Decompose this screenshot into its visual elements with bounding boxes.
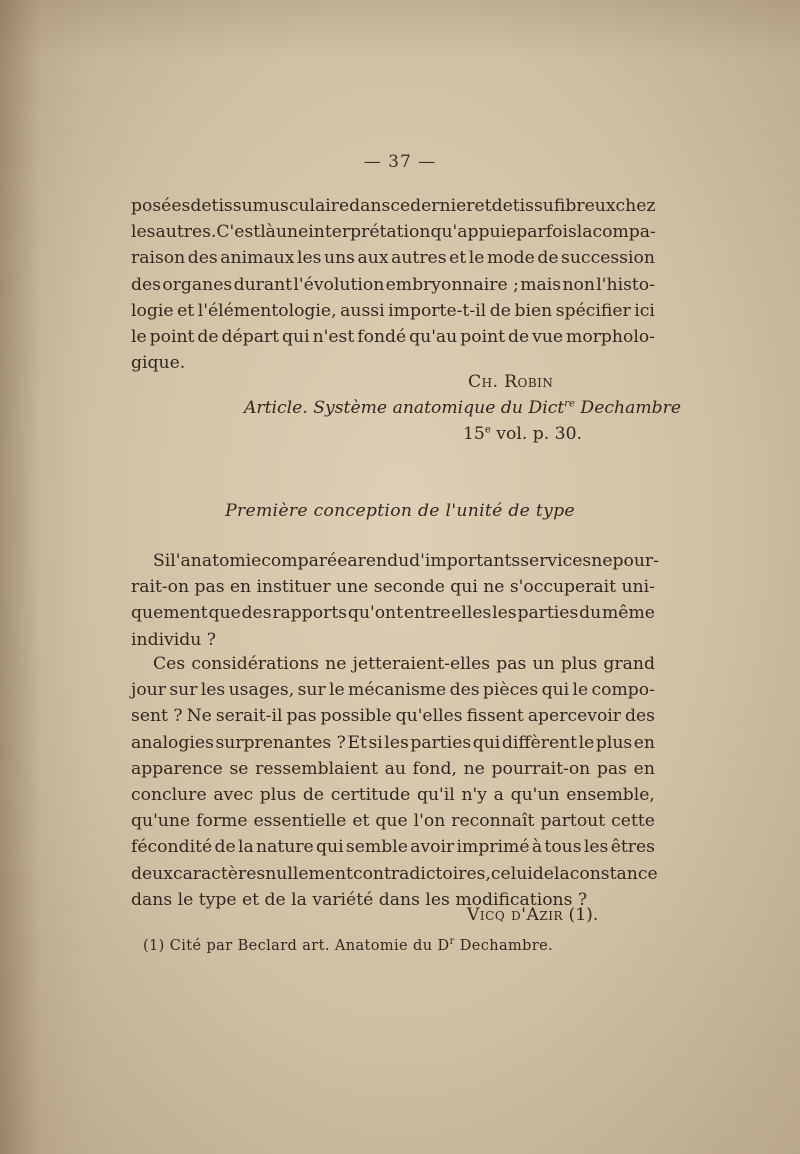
word: le: [131, 327, 147, 348]
volume-rest: vol. p. 30.: [496, 424, 583, 444]
word: point: [149, 327, 195, 348]
word: parties: [410, 732, 472, 753]
word: plus: [259, 785, 297, 806]
footnote-ref: (1).: [568, 905, 599, 925]
citation-author: [468, 372, 553, 392]
word: elles: [451, 603, 492, 624]
word: analogies: [131, 732, 214, 753]
footnote-sup: r: [449, 936, 455, 948]
word: et: [474, 196, 492, 216]
paragraph-last-line: gique.: [131, 353, 186, 374]
word: celui: [490, 863, 533, 884]
word: qui: [282, 327, 310, 348]
word: en: [633, 732, 655, 753]
word: qui: [316, 837, 344, 858]
paragraph-1: [131, 193, 655, 376]
word: tissu: [512, 196, 554, 216]
word: services: [520, 551, 592, 571]
word: uni-: [621, 577, 655, 598]
word: rendu: [357, 551, 410, 571]
word: s'occuperait: [509, 577, 617, 598]
word: sur: [169, 680, 198, 701]
word: Ces: [153, 654, 186, 674]
paragraph-line: [131, 861, 658, 887]
word: n'y: [461, 785, 487, 806]
word: et: [177, 300, 195, 321]
word: possible: [320, 706, 392, 727]
word: que: [375, 811, 408, 832]
word: tous: [544, 837, 582, 858]
word: caractères: [172, 863, 266, 884]
paragraph-2: [131, 548, 659, 653]
paragraph-line: [131, 245, 655, 271]
word: du: [579, 603, 602, 624]
page-number: — 37 —: [363, 152, 437, 172]
word: pas: [596, 758, 627, 779]
paragraph-line: [131, 703, 655, 729]
word: Ne: [186, 706, 212, 727]
paragraph-line: [131, 756, 655, 782]
paragraph-line: [131, 600, 655, 626]
word: départ: [221, 327, 280, 348]
author-name: Vicq d'Azir: [467, 905, 564, 925]
word: et: [352, 811, 370, 832]
word: ne: [591, 551, 613, 571]
word: forme: [196, 811, 248, 832]
word: ne: [463, 758, 485, 779]
word: conclure: [131, 785, 207, 806]
word: durant: [233, 274, 293, 295]
word: imprimé: [456, 837, 530, 858]
word: la: [553, 863, 570, 884]
word: la: [237, 837, 254, 858]
word: organes: [162, 274, 233, 295]
word: comparée: [261, 551, 348, 571]
word: contradictoires,: [352, 863, 491, 884]
word: considérations: [191, 654, 319, 674]
paragraph-line: [131, 324, 655, 350]
word: a: [347, 551, 358, 571]
word: l'élémentologie,: [197, 300, 337, 321]
word: des: [131, 274, 161, 295]
word: musculaire: [252, 196, 350, 216]
word: bien: [514, 300, 553, 321]
word: là: [260, 222, 276, 243]
word: de: [489, 300, 511, 321]
word: nullement: [265, 863, 353, 884]
word: surprenantes ?: [215, 732, 346, 753]
word: pas: [194, 577, 225, 598]
word: de: [537, 248, 559, 269]
word: l'histo-: [596, 274, 655, 295]
footnote: [143, 938, 553, 954]
word: de: [532, 863, 554, 884]
word: de: [302, 785, 325, 806]
word: grand: [603, 654, 655, 674]
word: ce: [390, 196, 411, 216]
section-heading: Première conception de l'unité de type: [225, 501, 575, 521]
word: fondé: [357, 327, 407, 348]
word: aussi: [340, 300, 385, 321]
word: si: [368, 732, 383, 753]
word: pour-: [612, 551, 659, 571]
word: nature: [256, 837, 314, 858]
work-title: Article. Système anatomique du Dict: [244, 398, 565, 418]
word: pas: [286, 706, 317, 727]
word: se: [229, 758, 249, 779]
word: constance: [569, 863, 658, 884]
word: plus: [595, 732, 633, 753]
word: diffèrent: [501, 732, 578, 753]
word: morpholo-: [566, 327, 655, 348]
word: succession: [561, 248, 655, 269]
word: instituer: [256, 577, 331, 598]
word: fond,: [412, 758, 457, 779]
word: n'est: [312, 327, 355, 348]
citation-author-2: [467, 905, 598, 925]
word: mécanisme: [348, 680, 447, 701]
paragraph-line: [131, 298, 655, 324]
word: avec: [213, 785, 254, 806]
volume-sup: e: [484, 424, 491, 436]
work-title-end: Dechambre: [580, 398, 682, 418]
word: sent ?: [131, 706, 183, 727]
word: pourrait-on: [491, 758, 591, 779]
word: jetteraient-elles: [352, 654, 491, 674]
paragraph-line: [131, 651, 655, 677]
word: ressemblaient: [255, 758, 378, 779]
word: importe-t-il: [388, 300, 487, 321]
word: plus: [560, 654, 598, 674]
author-name: Robin: [504, 372, 554, 392]
word: l'on: [413, 811, 446, 832]
paragraph-line: [131, 548, 659, 574]
word: que: [208, 603, 241, 624]
word: serait-il: [215, 706, 283, 727]
word: jour: [131, 680, 166, 701]
word: des: [187, 248, 218, 269]
word: quement: [131, 603, 208, 624]
word: usages,: [228, 680, 295, 701]
word: une: [275, 222, 309, 243]
word: C'est: [216, 222, 261, 243]
word: Et: [347, 732, 367, 753]
word: les: [492, 603, 517, 624]
word: sur: [297, 680, 326, 701]
word: le: [468, 248, 485, 269]
word: la: [576, 222, 593, 243]
paragraph-last-line: dans le type et de la variété dans les modifications ?: [131, 889, 588, 910]
word: dans: [349, 196, 391, 216]
word: fissent: [466, 706, 524, 727]
word: les: [131, 222, 156, 243]
word: posées: [131, 196, 191, 216]
word: et: [449, 248, 467, 269]
word: le: [572, 680, 589, 701]
word: Si: [153, 551, 171, 571]
author-prefix: Ch.: [468, 372, 499, 392]
word: l'évolution: [293, 274, 385, 295]
word: en: [633, 758, 655, 779]
word: dernier: [410, 196, 475, 216]
paragraph-last-line: individu ?: [131, 629, 217, 650]
paragraph-line: [131, 834, 655, 860]
word: qui: [541, 680, 570, 701]
word: qu'appuie: [430, 222, 517, 243]
paragraph-line: [131, 219, 655, 245]
word: pièces: [482, 680, 539, 701]
word: ensemble,: [566, 785, 655, 806]
word: qu'il: [416, 785, 455, 806]
word: rait-on: [131, 577, 190, 598]
word: de: [214, 837, 236, 858]
word: le: [578, 732, 595, 753]
word: ne: [325, 654, 347, 674]
paragraph-line: [131, 677, 655, 703]
word: qu'un: [510, 785, 560, 806]
word: reconnaît: [451, 811, 535, 832]
word: partout: [540, 811, 606, 832]
word: des: [449, 680, 480, 701]
word: apparence: [131, 758, 223, 779]
word: autres.: [155, 222, 217, 243]
word: ne: [483, 577, 505, 598]
word: rapports: [272, 603, 348, 624]
volume-number: 15: [463, 424, 485, 444]
word: tissu: [211, 196, 253, 216]
footnote-text: (1) Cité par Beclard art. Anatomie du D: [143, 938, 450, 954]
word: un: [532, 654, 555, 674]
word: fécondité: [131, 837, 213, 858]
word: fibreux: [553, 196, 616, 216]
word: qu'ont: [347, 603, 404, 624]
word: uns: [324, 248, 355, 269]
word: compo-: [591, 680, 655, 701]
word: les: [296, 248, 322, 269]
word: de: [508, 327, 530, 348]
word: autres: [391, 248, 447, 269]
word: deux: [131, 863, 173, 884]
word: les: [583, 837, 609, 858]
word: pas: [496, 654, 527, 674]
paragraph-3: [131, 651, 658, 913]
word: raison: [131, 248, 186, 269]
word: de: [190, 196, 212, 216]
word: en: [229, 577, 252, 598]
word: mode: [486, 248, 535, 269]
paragraph-line: [131, 808, 655, 834]
word: d'importants: [409, 551, 521, 571]
paragraph-line: [131, 782, 655, 808]
word: de: [197, 327, 219, 348]
word: avoir: [410, 837, 455, 858]
word: chez: [615, 196, 656, 216]
word: des: [241, 603, 272, 624]
word: à: [531, 837, 543, 858]
word: mais: [520, 274, 562, 295]
word: au: [384, 758, 406, 779]
word: qu'elles: [395, 706, 463, 727]
word: logie: [131, 300, 174, 321]
word: de: [491, 196, 513, 216]
word: vue: [532, 327, 564, 348]
word: non: [562, 274, 595, 295]
word: entre: [403, 603, 451, 624]
word: qui: [450, 577, 478, 598]
word: qui: [472, 732, 501, 753]
word: point: [460, 327, 506, 348]
word: ici: [634, 300, 655, 321]
word: le: [329, 680, 345, 701]
word: seconde: [373, 577, 445, 598]
word: a: [493, 785, 504, 806]
word: même: [601, 603, 655, 624]
word: semble: [345, 837, 408, 858]
citation-volume: [463, 424, 582, 444]
word: animaux: [220, 248, 295, 269]
word: essentielle: [253, 811, 347, 832]
word: qu'au: [409, 327, 458, 348]
word: compa-: [592, 222, 656, 243]
word: êtres: [610, 837, 655, 858]
footnote-text-end: Dechambre.: [459, 938, 554, 954]
word: spécifier: [555, 300, 631, 321]
word: les: [384, 732, 409, 753]
word: des: [625, 706, 655, 727]
word: qu'une: [131, 811, 191, 832]
word: une: [336, 577, 369, 598]
citation-work: [244, 398, 681, 418]
word: parties: [517, 603, 579, 624]
word: embryonnaire ;: [385, 274, 519, 295]
word: l'anatomie: [170, 551, 262, 571]
word: parfois: [516, 222, 577, 243]
paragraph-line: [131, 574, 655, 600]
word: certitude: [330, 785, 411, 806]
word: les: [200, 680, 226, 701]
word: aux: [357, 248, 389, 269]
word: apercevoir: [527, 706, 622, 727]
paragraph-line: [131, 193, 655, 219]
paragraph-line: [131, 272, 655, 298]
work-title-sup: re: [564, 398, 575, 410]
paragraph-line: [131, 730, 655, 756]
word: interprétation: [308, 222, 431, 243]
word: cette: [611, 811, 655, 832]
